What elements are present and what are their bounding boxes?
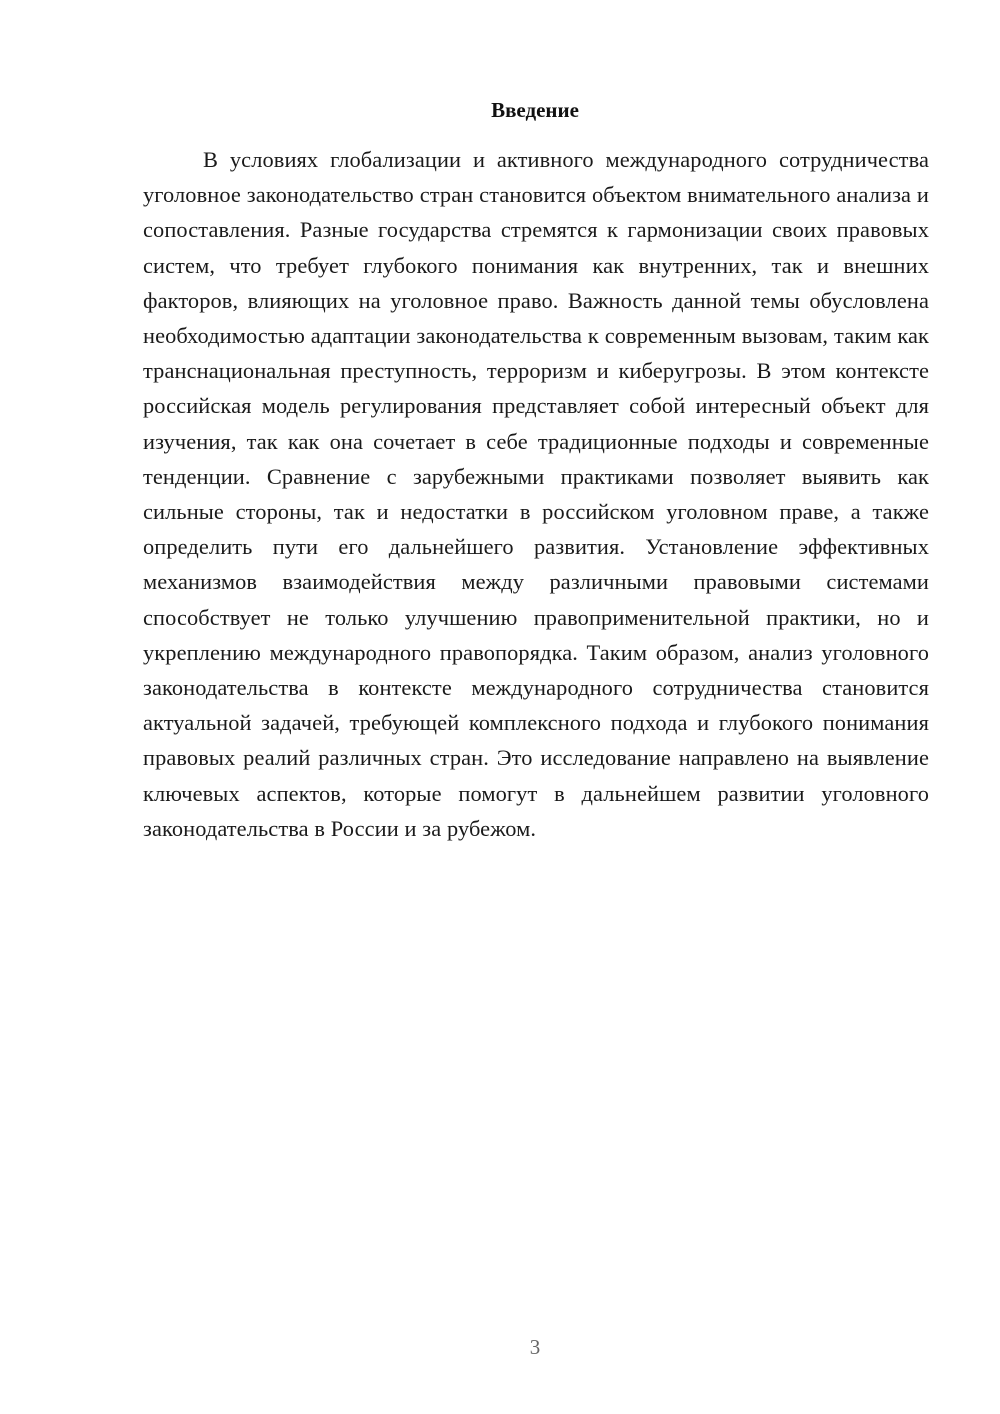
- page-number: 3: [529, 1335, 541, 1359]
- section-title: Введение: [491, 98, 579, 122]
- body-paragraph: В условиях глобализации и активного международного сотрудничества уголовное законодательство стран становится объектом внимательного анализа и сопоставления. Разные государства стремятся к гармонизации своих правовых систем, что требует глубокого понимания как внутренних, так и внешних факторов, влияющих на уголовное право. Важность данной темы обусловлена необходимостью адаптации законодательства к современным вызовам, таким как транснациональная преступность, терроризм и киберугрозы. В этом контексте российская модель регулирования представляет собой интересный объект для изучения, так как она сочетает в себе традиционные подходы и современные тенденции. Сравнение с зарубежными практиками позволяет выявить как сильные стороны, так и недостатки в российском уголовном праве, а также определить пути его дальнейшего развития. Установление эффективных механизмов взаимодействия между различными правовыми системами способствует не только улучшению правоприменительной практики, но и укреплению международного правопорядка. Таким образом, анализ уголовного законодательства в контексте международного сотрудничества становится актуальной задачей, требующей комплексного подхода и глубокого понимания правовых реалий различных стран. Это исследование направлено на выявление ключевых аспектов, которые помогут в дальнейшем развитии уголовного законодательства в России и за рубежом.: [143, 147, 929, 841]
